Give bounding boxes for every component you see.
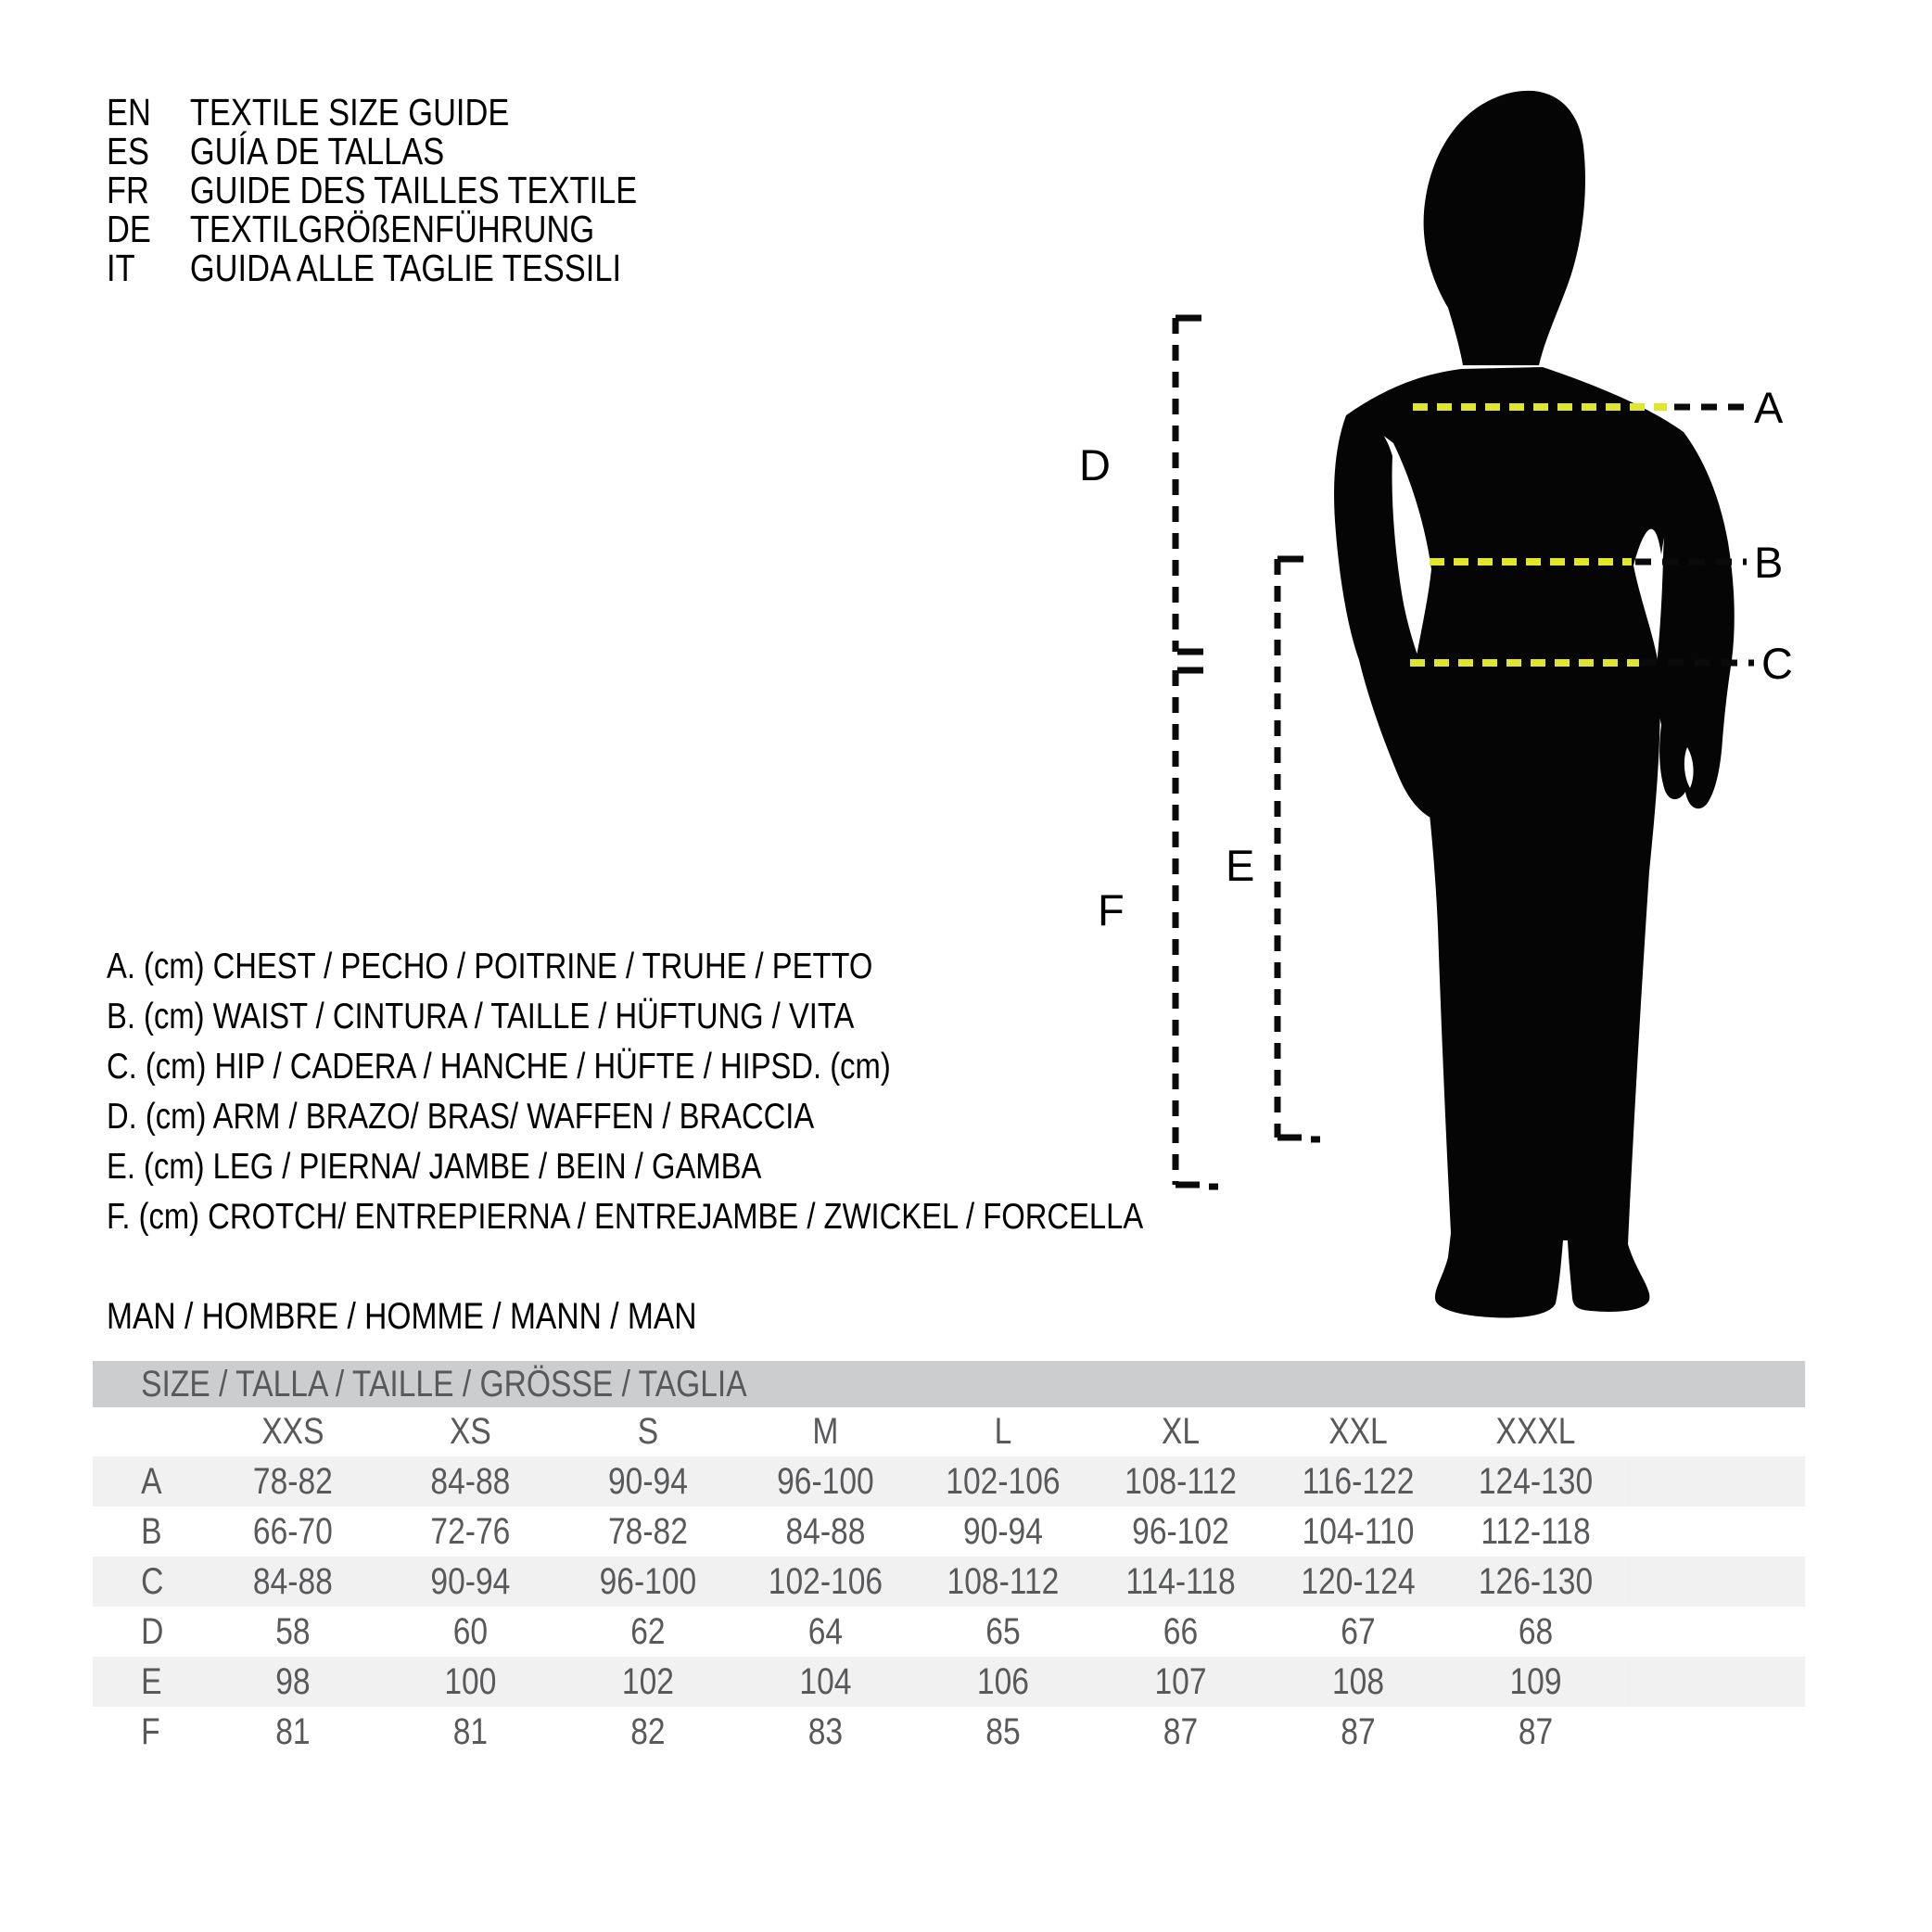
size-value-cell: 62 [630,1610,666,1652]
size-value-cell: 87 [1163,1710,1199,1752]
size-table [93,1361,1805,1757]
size-header-row [93,1407,1805,1456]
size-value-cell: 68 [1518,1610,1554,1652]
size-value-cell: 104-110 [1302,1510,1415,1552]
size-value-cell: 124-130 [1447,1456,1625,1506]
size-value-cell: 120-124 [1269,1557,1447,1607]
size-value-cell: 78-82 [204,1456,382,1506]
size-value-cell: 90-94 [962,1510,1043,1552]
size-value-cell: 96-102 [1132,1510,1229,1552]
size-header-spacer [93,1407,204,1456]
size-value-cell: 66 [1163,1610,1199,1652]
size-header: L [994,1411,1012,1452]
row-filler [1624,1456,1805,1506]
size-value-cell: 64 [807,1610,844,1652]
size-value-cell: 100 [382,1657,560,1707]
size-value-cell: 96-100 [559,1557,737,1607]
language-code: IT [107,247,135,289]
size-value-cell: 81 [275,1710,311,1752]
table-title-row [93,1361,1805,1407]
table-row-leg [93,1657,1805,1707]
size-value-cell: 78-82 [607,1510,688,1552]
table-row-crotch [93,1707,1805,1757]
row-label: E [93,1657,204,1707]
marker-label-crotch: F [1098,885,1125,934]
language-code: ES [107,130,149,172]
size-value-cell: 65 [985,1610,1021,1652]
size-value-cell: 83 [807,1710,844,1752]
size-value-cell: 87 [1518,1710,1554,1752]
size-header: XL [1161,1411,1201,1452]
legend-line-arm: D. (cm) ARM / BRAZO/ BRAS/ WAFFEN / BRACCIA [107,1097,815,1137]
row-label: D [141,1610,164,1652]
size-value-cell: 116-122 [1269,1456,1447,1506]
row-label: B [141,1510,162,1552]
gender-label: MAN / HOMBRE / HOMME / MANN / MAN [107,1296,697,1337]
row-filler [1624,1557,1805,1607]
legend-line-leg: E. (cm) LEG / PIERNA/ JAMBE / BEIN / GAMBA [107,1147,762,1187]
size-value-cell: 102 [559,1657,737,1707]
size-value-cell: 108-112 [1092,1456,1270,1506]
legend-line-chest: A. (cm) CHEST / PECHO / POITRINE / TRUHE / PETTO [107,947,873,986]
language-code: DE [107,208,151,250]
size-value-cell: 58 [275,1610,311,1652]
marker-label-arm: D [1079,440,1111,489]
marker-label-chest: A [1754,383,1784,432]
size-value-cell: 85 [985,1710,1021,1752]
size-value-cell: 104 [737,1657,915,1707]
language-code: EN [107,91,151,133]
size-value-cell: 60 [452,1610,489,1652]
man-silhouette [1334,91,1735,1318]
table-row-arm [93,1607,1805,1657]
size-value-cell: 107 [1092,1657,1270,1707]
guide-title: TEXTILE SIZE GUIDE [189,91,510,133]
size-value-cell: 126-130 [1447,1557,1625,1607]
size-header: XXS [261,1411,324,1452]
legend-line-crotch: F. (cm) CROTCH/ ENTREPIERNA / ENTREJAMBE / ZWICKEL / FORCELLA [107,1197,1144,1237]
guide-title: GUÍA DE TALLAS [189,130,445,172]
table-row-waist [93,1506,1805,1557]
size-value-cell: 106 [914,1657,1092,1707]
measure-line-ticks [1176,318,1320,1187]
size-value-cell: 102-106 [914,1456,1092,1506]
size-header-filler [1624,1407,1805,1456]
size-value-cell: 67 [1341,1610,1376,1652]
marker-label-waist: B [1754,538,1784,587]
size-value-cell: 81 [452,1710,489,1752]
row-filler [1624,1607,1805,1657]
size-value-cell: 108 [1269,1657,1447,1707]
row-filler [1624,1506,1805,1557]
size-value-cell: 96-100 [737,1456,915,1506]
size-value-cell: 90-94 [559,1456,737,1506]
size-value-cell: 102-106 [737,1557,915,1607]
size-value-cell: 114-118 [1092,1557,1270,1607]
size-value-cell: 72-76 [430,1510,511,1552]
size-value-cell: 84-88 [204,1557,382,1607]
measurement-legend [107,942,1197,1242]
size-header: M [812,1411,839,1452]
size-value-cell: 84-88 [382,1456,560,1506]
language-code: FR [107,169,149,211]
size-value-cell: 90-94 [382,1557,560,1607]
legend-line-hip: C. (cm) HIP / CADERA / HANCHE / HÜFTE / HIPSD. (cm) [107,1047,891,1087]
guide-title: GUIDE DES TAILLES TEXTILE [189,169,638,211]
row-label: A [93,1456,204,1506]
row-filler [1624,1657,1805,1707]
marker-label-leg: E [1226,841,1255,890]
row-label: F [141,1710,160,1752]
table-row-chest [93,1456,1805,1506]
size-header: S [637,1411,659,1452]
legend-line-waist: B. (cm) WAIST / CINTURA / TAILLE / HÜFTUNG / VITA [107,997,855,1036]
size-value-cell: 108-112 [914,1557,1092,1607]
size-value-cell: 87 [1341,1710,1376,1752]
size-header: XS [449,1411,491,1452]
size-header: XXXL [1495,1411,1576,1452]
row-filler [1624,1707,1805,1757]
size-value-cell: 82 [630,1710,666,1752]
guide-title: TEXTILGRÖßENFÜHRUNG [189,208,595,250]
size-header: XXL [1328,1411,1388,1452]
row-label: C [93,1557,204,1607]
table-row-hip [93,1557,1805,1607]
size-value-cell: 84-88 [785,1510,866,1552]
size-value-cell: 66-70 [252,1510,333,1552]
guide-title: GUIDA ALLE TAGLIE TESSILI [189,247,622,289]
marker-label-hip: C [1761,639,1793,688]
size-value-cell: 98 [204,1657,382,1707]
table-title: SIZE / TALLA / TAILLE / GRÖSSE / TAGLIA [93,1361,1805,1407]
size-value-cell: 112-118 [1481,1510,1591,1552]
size-value-cell: 109 [1447,1657,1625,1707]
